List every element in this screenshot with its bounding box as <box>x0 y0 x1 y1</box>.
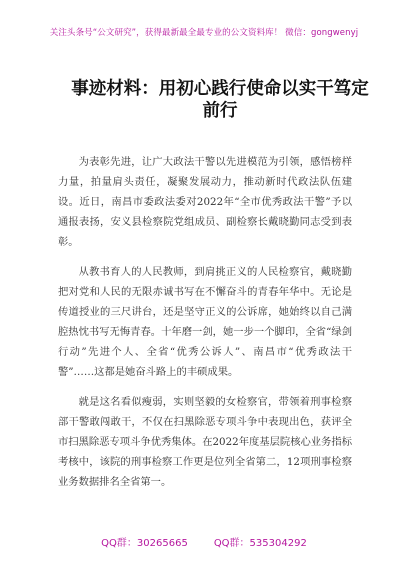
footer-qq-group-2: QQ群：535304292 <box>213 538 307 549</box>
footer-qq-group-1: QQ群：30265665 <box>101 538 188 549</box>
document-title: 事迹材料：用初心践行使命以实干笃定前行 <box>71 79 369 121</box>
document-body <box>58 152 352 502</box>
body-paragraph-1: 为表彰先进，让广大政法干警以先进模范为引领，感悟榜样力量，拍量肩头责任，凝聚发展动力，推动新时代政法队伍建设。近日，南昌市委政法委对2022年“全市优秀政法干警”予以通报表扬，安义县检察院党组成员、副检察长戴晓勤同志受到表彰。 <box>58 156 352 248</box>
body-paragraph-3: 就是这名看似瘦弱，实则坚毅的女检察官，带领着刑事检察部干警敢闯敢干，不仅在扫黑除恶专项斗争中表现出色，获评全市扫黑除恶专项斗争优秀集体。在2022年度基层院核心业务指标考核中，该院的刑事检察工作更是位列全省第二，12项刑事检察业务数据排名全省第一。 <box>58 396 352 488</box>
footer-banner <box>0 534 408 549</box>
header-banner: 关注头条号“公文研究”，获得最新最全最专业的公文资料库！ 微信：gongwenyj <box>49 28 359 38</box>
body-paragraph-2: 从教书育人的人民教师，到肩挑正义的人民检察官，戴晓勤把对党和人民的无限赤诚书写在不懈奋斗的青春年华中。无论是传道授业的三尺讲台，还是坚守正义的公诉席，她始终以自己满腔热忱书写无悔青春。十年磨一剑，她一步一个脚印，全省“绿剑行动”先进个人、全省“优秀公诉人”、南昌市“优秀政法干警”……这都是她奋斗路上的丰硕成果。 <box>58 266 352 378</box>
